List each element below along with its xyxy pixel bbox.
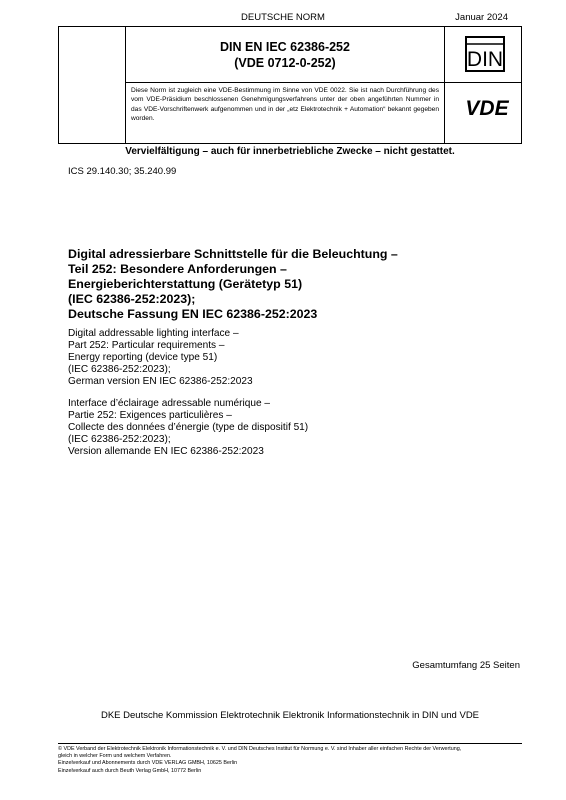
- din-logo-text: DIN: [466, 48, 504, 71]
- copyright-footer: [58, 746, 528, 775]
- title-english-line: Energy reporting (device type 51): [68, 351, 218, 363]
- footer-line: Einzelverkauf und Abonnements durch VDE VERLAG GMBH, 10625 Berlin: [58, 760, 238, 767]
- footer-divider: [58, 743, 522, 744]
- vde-logo-text: VDE: [465, 97, 509, 119]
- box-divider-right: [444, 27, 445, 143]
- footer-line: Einzelverkauf auch durch Beuth Verlag GmbH, 10772 Berlin: [58, 767, 202, 774]
- reproduction-notice: Vervielfältigung – auch für innerbetriebliche Zwecke – nicht gestattet.: [125, 146, 455, 157]
- vde-logo: [453, 97, 521, 119]
- standard-header-box: [58, 26, 522, 144]
- standard-number-cell: [126, 27, 444, 82]
- title-english-line: German version EN IEC 62386-252:2023: [68, 375, 253, 387]
- publication-date: Januar 2024: [455, 12, 508, 23]
- title-french-line: (IEC 62386-252:2023);: [68, 433, 171, 445]
- ics-codes: ICS 29.140.30; 35.240.99: [68, 166, 177, 177]
- title-french-line: Version allemande EN IEC 62386-252:2023: [68, 445, 264, 457]
- din-logo: [465, 36, 505, 72]
- title-french-line: Interface d’éclairage adressable numérique –: [68, 398, 270, 409]
- title-german-line: Energieberichterstattung (Gerätetyp 51): [68, 277, 303, 291]
- title-english-line: (IEC 62386-252:2023);: [68, 363, 171, 375]
- title-english-line: Digital addressable lighting interface –: [68, 328, 239, 339]
- title-german-line: (IEC 62386-252:2023);: [68, 292, 196, 306]
- title-german-line: Deutsche Fassung EN IEC 62386-252:2023: [68, 307, 318, 321]
- title-german-line: Teil 252: Besondere Anforderungen –: [68, 262, 287, 276]
- title-german: [68, 247, 518, 322]
- standard-number: DIN EN IEC 62386-252: [220, 39, 350, 54]
- footer-line: © VDE Verband der Elektrotechnik Elektronik Informationstechnik e. V. und DIN Deutsches Institut für Normung e. V. sind Inhaber aller einfachen Rechte der Verwertung,: [58, 746, 462, 752]
- title-german-line: Digital adressierbare Schnittstelle für die Beleuchtung –: [68, 247, 398, 261]
- title-french-line: Partie 252: Exigences particulières –: [68, 409, 232, 421]
- vde-notice: Diese Norm ist zugleich eine VDE-Bestimmung im Sinne von VDE 0022. Sie ist nach Durchführung des vom VDE-Präsidium beschlossenen Genehmigungsverfahrens unter der oben angeführten Nummer in das VDE-Vorschriftenwerk aufgenommen und in der „etz Elektrotechnik + Automation“ bekannt gegeben worden.: [131, 87, 439, 122]
- vde-classification: (VDE 0712-0-252): [234, 55, 336, 70]
- dke-statement: DKE Deutsche Kommission Elektrotechnik Elektronik Informationstechnik in DIN und VDE: [100, 710, 480, 721]
- title-english-line: Part 252: Particular requirements –: [68, 339, 225, 351]
- box-divider-horizontal: [125, 82, 521, 83]
- title-english: [68, 328, 518, 388]
- document-category: DEUTSCHE NORM: [241, 12, 325, 23]
- total-pages: Gesamtumfang 25 Seiten: [412, 660, 520, 671]
- title-french: [68, 398, 518, 458]
- footer-line: gleich in welcher Form und welchem Verfahren.: [58, 753, 172, 760]
- title-french-line: Collecte des données d’énergie (type de dispositif 51): [68, 421, 309, 433]
